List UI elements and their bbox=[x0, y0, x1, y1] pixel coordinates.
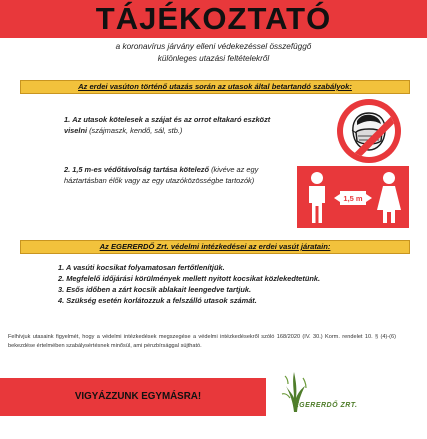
measure-text: Esős időben a zárt kocsik ablakait leengedve tartjuk. bbox=[66, 285, 252, 294]
subtitle-line: a koronavírus járvány elleni védekezéssel összefüggő bbox=[115, 42, 312, 51]
distance-label: 1,5 m bbox=[343, 194, 363, 203]
measure-number: 2. bbox=[58, 274, 65, 283]
measure-item bbox=[58, 295, 374, 306]
social-distance-icon bbox=[297, 166, 409, 228]
page-subtitle bbox=[0, 41, 427, 65]
rule-number: 1. bbox=[64, 115, 71, 124]
measure-text: Szükség esetén korlátozzuk a felszálló utasok számát. bbox=[66, 296, 257, 305]
legal-notice: Felhívjuk utasaink figyelmét, hogy a védelmi intézkedések megszegése a védelmi intézkedésekről szóló 168/2020 (IV. 30.) Korm. rendelet 10. § (4)-(6) bekezdése értelmében szabálysértésnek minősül, ami pénzbírsággal sújtható. bbox=[8, 334, 396, 349]
footer-slogan: VIGYÁZZUNK EGYMÁSRA! bbox=[74, 391, 202, 402]
measures-heading: Az EGERERDŐ Zrt. védelmi intézkedései az erdei vasút járatain: bbox=[20, 240, 410, 254]
measure-number: 4. bbox=[58, 296, 65, 305]
rule-bold-text: Az utasok kötelesek a szájat és az orrot eltakaró eszközt viselni bbox=[64, 115, 271, 135]
rule-note: (szájmaszk, kendő, sál, stb.) bbox=[89, 126, 183, 135]
face-mask-icon bbox=[337, 99, 401, 163]
measure-number: 1. bbox=[58, 263, 65, 272]
subtitle-line: különleges utazási feltételekről bbox=[157, 54, 270, 63]
company-logo-text: EGERERDŐ ZRT. bbox=[294, 402, 358, 409]
rule-number: 2. bbox=[64, 165, 71, 174]
measure-text: Megfelelő időjárási körülmények mellett nyitott kocsikat közlekedtetünk. bbox=[66, 274, 321, 283]
measure-item bbox=[58, 273, 374, 284]
measure-number: 3. bbox=[58, 285, 65, 294]
rules-heading: Az erdei vasúton történő utazás során az utasok által betartandó szabályok: bbox=[20, 80, 410, 94]
measure-item bbox=[58, 284, 374, 295]
measure-item bbox=[58, 262, 374, 273]
measure-text: A vasúti kocsikat folyamatosan fertőtlenítjük. bbox=[65, 263, 225, 272]
rule-item bbox=[64, 164, 286, 186]
rule-note: (kivéve az egy háztartásban élők vagy az egy utazóközösségbe tartozók) bbox=[64, 165, 259, 185]
page-title: TÁJÉKOZTATÓ bbox=[95, 1, 332, 36]
rule-item bbox=[64, 114, 286, 136]
rule-bold-text: 1,5 m-es védőtávolság tartása kötelező bbox=[72, 165, 210, 174]
measures-list bbox=[58, 262, 374, 306]
